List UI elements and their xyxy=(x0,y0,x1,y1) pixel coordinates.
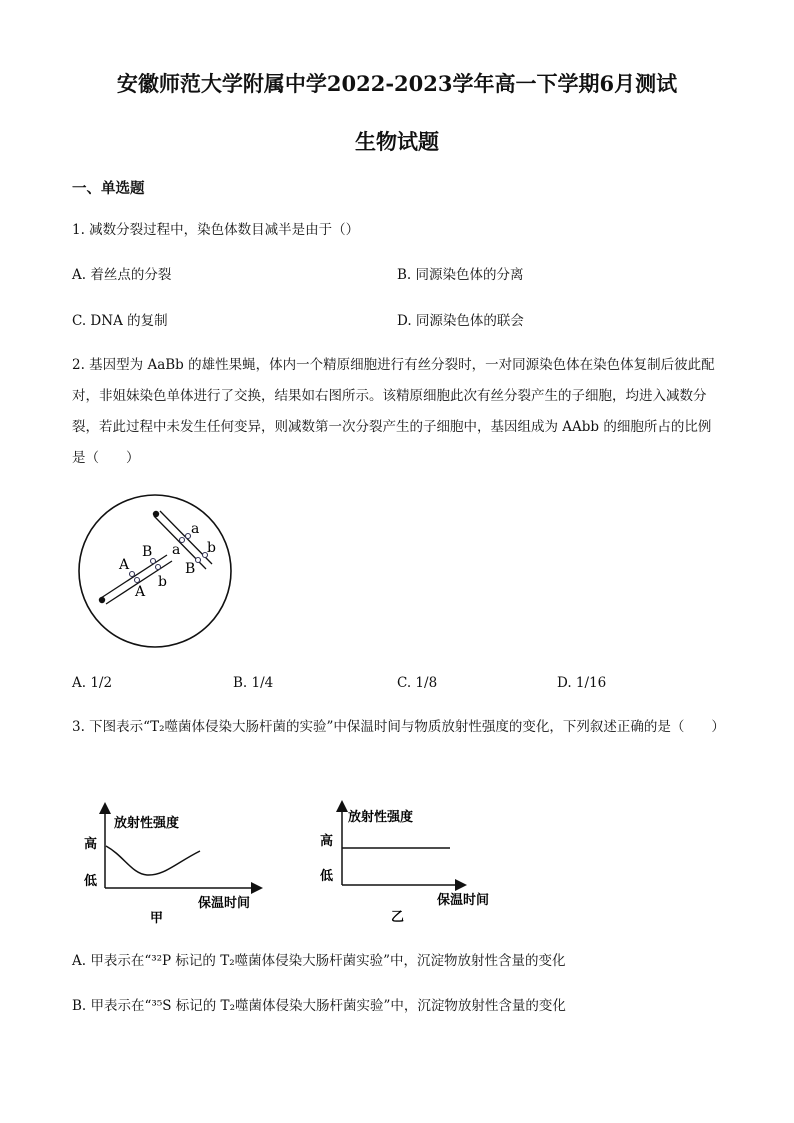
yi-low-label: 低 xyxy=(320,869,334,884)
jia-high-label: 高 xyxy=(84,837,98,852)
q2-option-c: C. 1/8 xyxy=(397,675,438,691)
q3-stem: 3. 下图表示“T₂噬菌体侵染大肠杆菌的实验”中保温时间与物质放射性强度的变化，下列叙述正确的是（ ） xyxy=(72,719,725,735)
q2-option-b: B. 1/4 xyxy=(233,675,274,691)
graph-yi xyxy=(312,800,512,928)
section-heading: 一、单选题 xyxy=(72,180,145,197)
q3-option-b: B. 甲表示在“³⁵S 标记的 T₂噬菌体侵染大肠杆菌实验”中，沉淀物放射性含量的变化 xyxy=(72,998,566,1014)
gene-label-upper-a: a xyxy=(191,521,200,537)
q2-cell-figure xyxy=(76,494,236,650)
yi-x-label: 保温时间 xyxy=(437,893,490,908)
jia-curve xyxy=(106,846,200,875)
gene-label-upper-b: b xyxy=(207,540,216,556)
lower-centromere xyxy=(99,597,105,603)
jia-caption: 甲 xyxy=(150,911,164,926)
gene-label-upper-B: B xyxy=(185,561,196,577)
q1-option-c: C. DNA 的复制 xyxy=(72,313,168,329)
page-title: 安徽师范大学附属中学2022-2023学年高一下学期6月测试 xyxy=(116,71,678,96)
gene-label-lower-b: b xyxy=(158,574,167,590)
page-subtitle: 生物试题 xyxy=(355,129,439,154)
jia-y-label: 放射性强度 xyxy=(114,816,180,831)
q2-option-a: A. 1/2 xyxy=(72,675,113,691)
gene-label-lower-A2: A xyxy=(135,584,146,600)
jia-low-label: 低 xyxy=(84,874,98,889)
gene-label-upper-a2: a xyxy=(172,542,181,558)
jia-x-label: 保温时间 xyxy=(198,896,251,911)
q1-option-a: A. 着丝点的分裂 xyxy=(72,267,172,283)
q1-option-b: B. 同源染色体的分离 xyxy=(397,267,524,283)
graph-jia xyxy=(72,800,272,928)
q3-option-a: A. 甲表示在“³²P 标记的 T₂噬菌体侵染大肠杆菌实验”中，沉淀物放射性含量的变化 xyxy=(72,953,566,969)
upper-centromere xyxy=(153,511,159,517)
q2-stem: 2. 基因型为 AaBb 的雄性果蝇，体内一个精原细胞进行有丝分裂时，一对同源染色体在染色体复制后彼此配对，非姐妹染色单体进行了交换，结果如右图所示。该精原细胞此次有丝分裂产生的子细胞，均进入减数分裂，若此过程中未发生任何变异，则减数第一次分裂产生的子细胞中，基因组成为 AAbb 的细胞所占的比例是（ ） xyxy=(72,357,715,466)
q1-option-d: D. 同源染色体的联会 xyxy=(397,313,524,329)
gene-label-lower-A: A xyxy=(119,557,130,573)
q1-stem: 1. 减数分裂过程中，染色体数目减半是由于（） xyxy=(72,222,360,238)
yi-caption: 乙 xyxy=(391,910,405,925)
yi-y-label: 放射性强度 xyxy=(348,810,414,825)
yi-high-label: 高 xyxy=(320,834,334,849)
gene-label-lower-B: B xyxy=(142,544,153,560)
q2-option-d: D. 1/16 xyxy=(557,675,607,691)
